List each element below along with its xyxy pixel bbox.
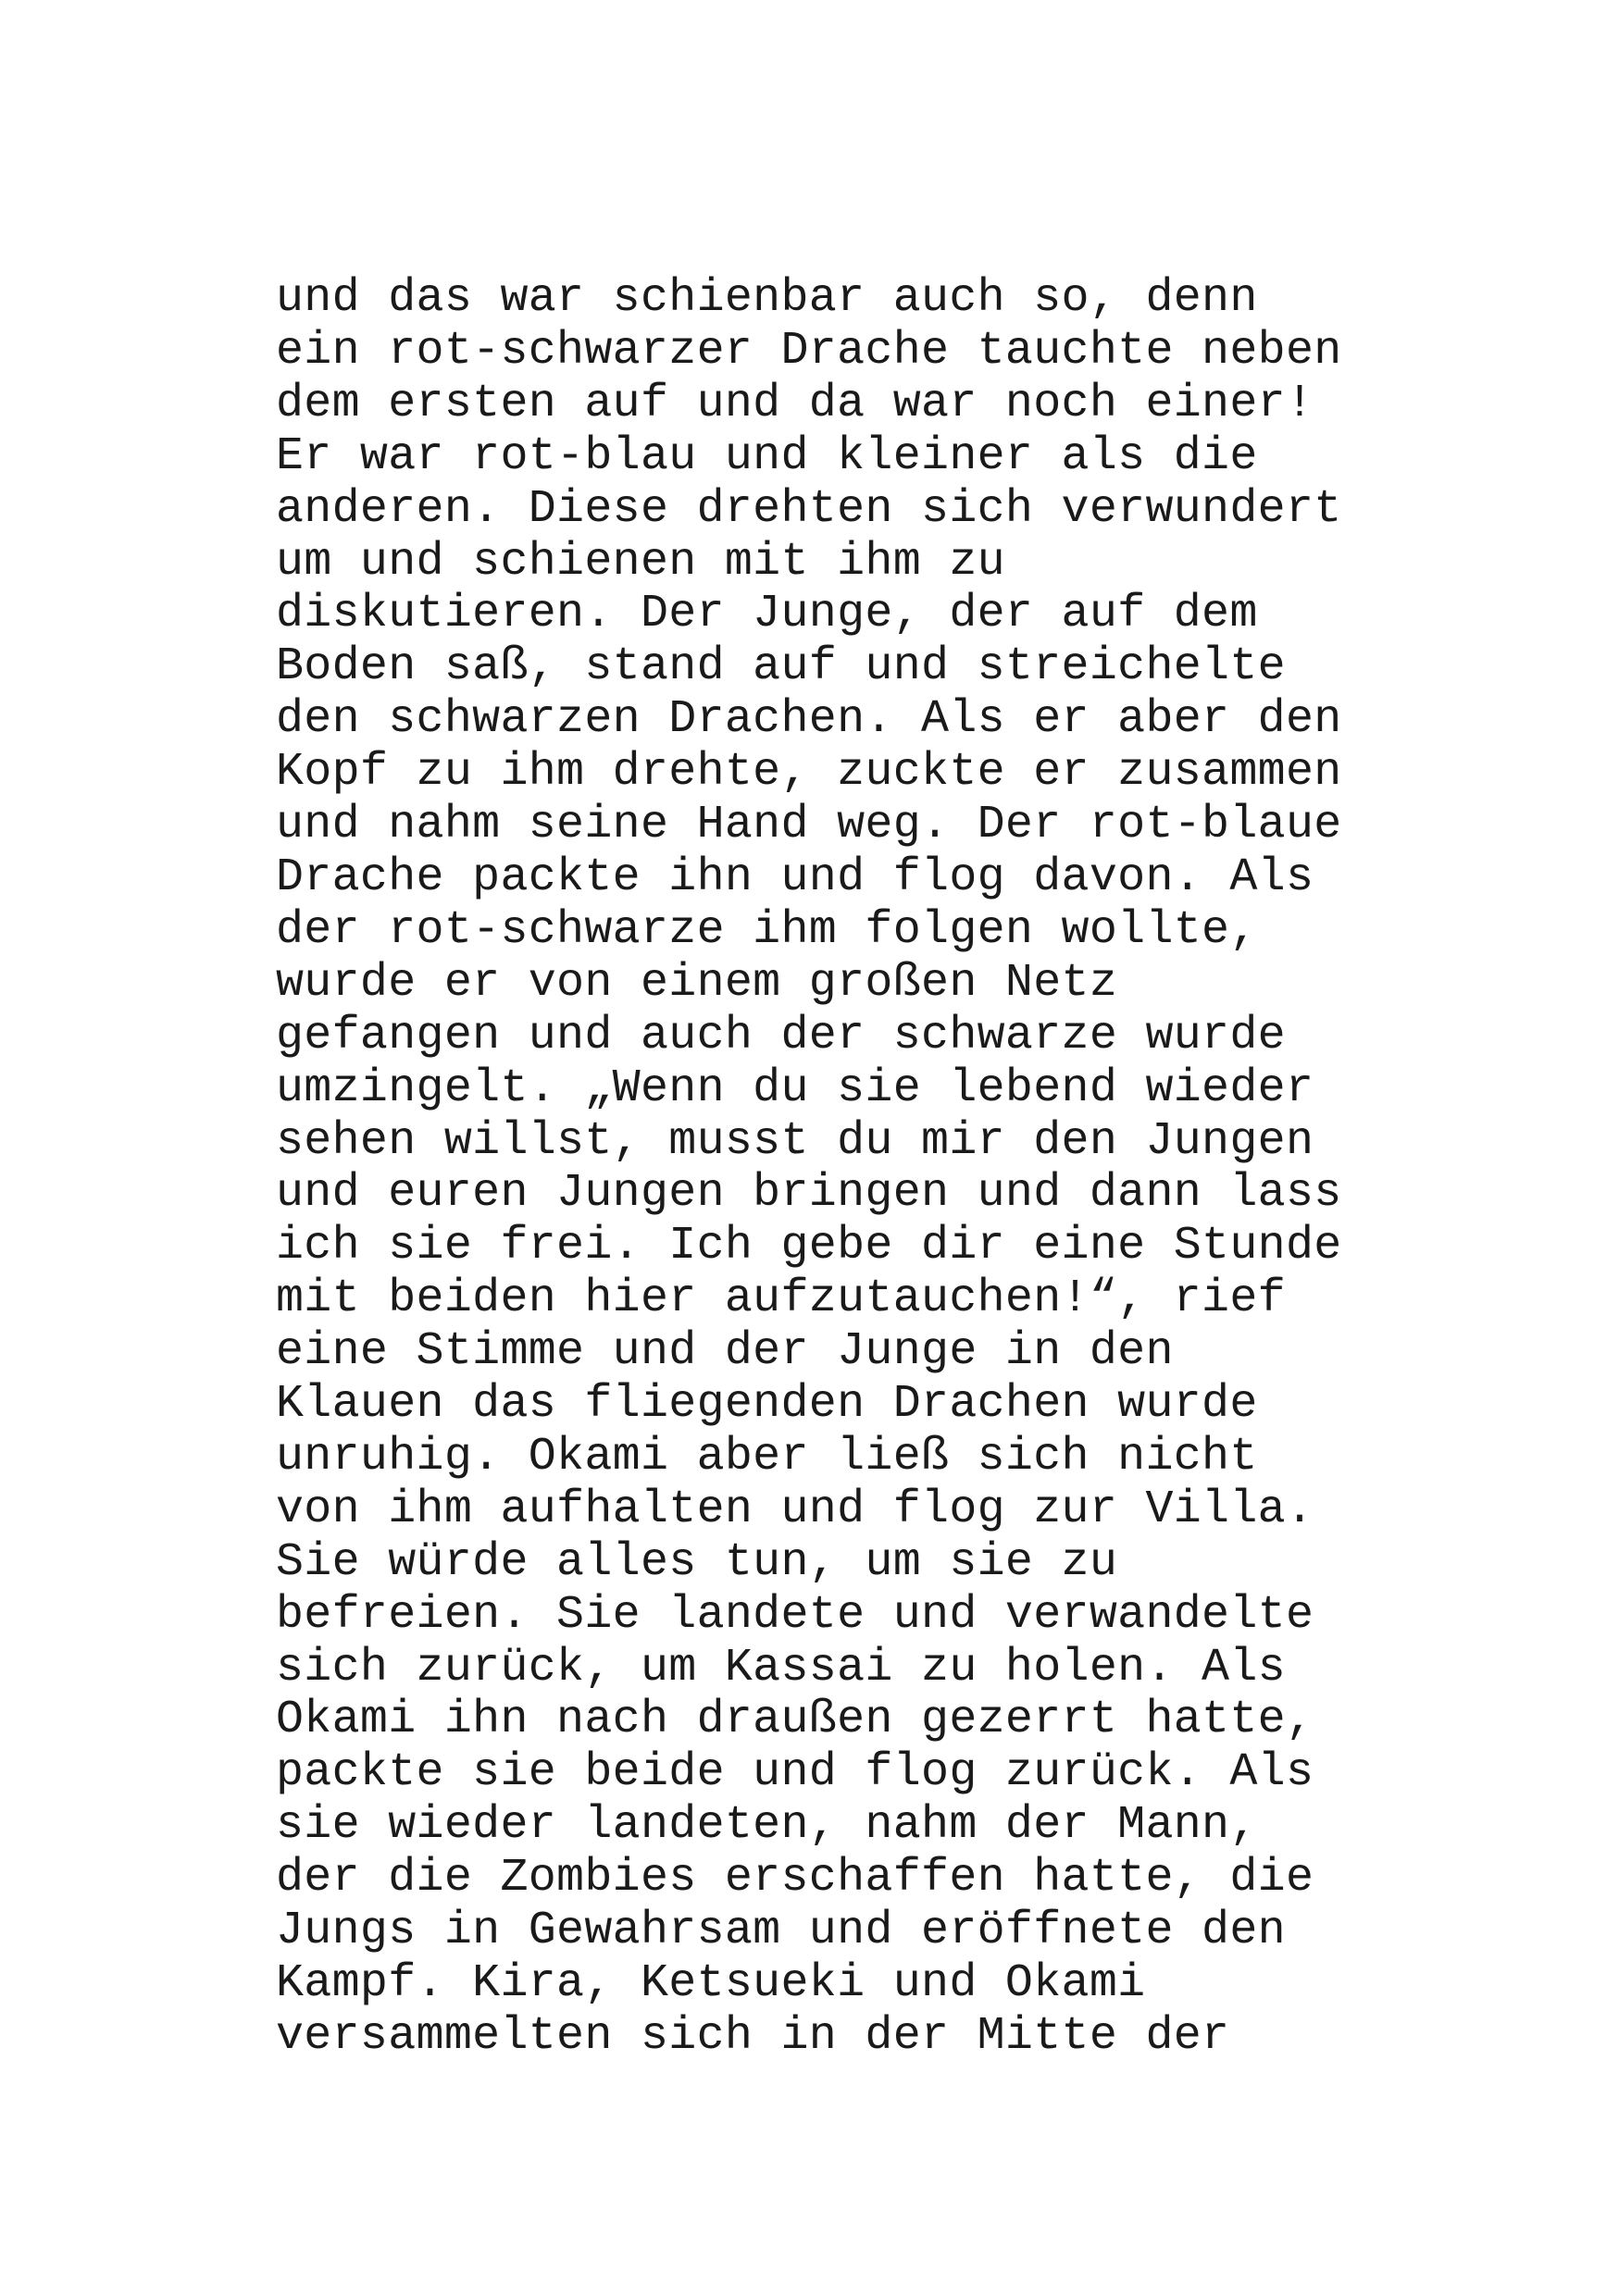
text-line: und das war schienbar auch so, denn (276, 272, 1258, 325)
text-line: sich zurück, um Kassai zu holen. Als (276, 1641, 1286, 1694)
text-line: und euren Jungen bringen und dann lass (276, 1167, 1342, 1221)
text-line: Sie würde alles tun, um sie zu (276, 1535, 1118, 1589)
text-line: versammelten sich in der Mitte der (276, 2009, 1230, 2063)
text-line: unruhig. Okami aber ließ sich nicht (276, 1430, 1258, 1483)
text-line: mit beiden hier aufzutauchen!“, rief (276, 1272, 1286, 1326)
text-line: Okami ihn nach draußen gezerrt hatte, (276, 1694, 1314, 1747)
text-line: befreien. Sie landete und verwandelte (276, 1588, 1314, 1642)
text-line: wurde er von einem großen Netz (276, 956, 1118, 1010)
text-line: und nahm seine Hand weg. Der rot-blaue (276, 799, 1342, 852)
text-line: umzingelt. „Wenn du sie lebend wieder (276, 1061, 1314, 1115)
text-line: Kopf zu ihm drehte, zuckte er zusammen (276, 746, 1342, 800)
text-line: Drache packte ihn und flog davon. Als (276, 850, 1314, 904)
text-line: dem ersten auf und da war noch einer! (276, 377, 1314, 430)
text-line: Kampf. Kira, Ketsueki und Okami (276, 1957, 1146, 2010)
text-line: der rot-schwarze ihm folgen wollte, (276, 903, 1258, 957)
text-line: sehen willst, musst du mir den Jungen (276, 1114, 1314, 1168)
body-text (276, 273, 1572, 2064)
text-line: Er war rot-blau und kleiner als die (276, 429, 1258, 483)
text-line: Boden saß, stand auf und streichelte (276, 640, 1286, 694)
text-line: anderen. Diese drehten sich verwundert (276, 482, 1342, 536)
text-line: ein rot-schwarzer Drache tauchte neben (276, 324, 1342, 378)
text-line: ich sie frei. Ich gebe dir eine Stunde (276, 1220, 1342, 1273)
text-line: sie wieder landeten, nahm der Mann, (276, 1799, 1258, 1853)
text-line: den schwarzen Drachen. Als er aber den (276, 693, 1342, 747)
text-line: diskutieren. Der Junge, der auf dem (276, 588, 1258, 641)
text-line: der die Zombies erschaffen hatte, die (276, 1852, 1314, 1905)
text-line: Klauen das fliegenden Drachen wurde (276, 1378, 1258, 1432)
text-line: gefangen und auch der schwarze wurde (276, 1009, 1286, 1062)
text-line: packte sie beide und flog zurück. Als (276, 1746, 1314, 1800)
text-line: eine Stimme und der Junge in den (276, 1325, 1174, 1379)
text-line: Jungs in Gewahrsam und eröffnete den (276, 1905, 1286, 1958)
text-line: von ihm aufhalten und flog zur Villa. (276, 1483, 1314, 1536)
text-line: um und schienen mit ihm zu (276, 535, 1005, 589)
